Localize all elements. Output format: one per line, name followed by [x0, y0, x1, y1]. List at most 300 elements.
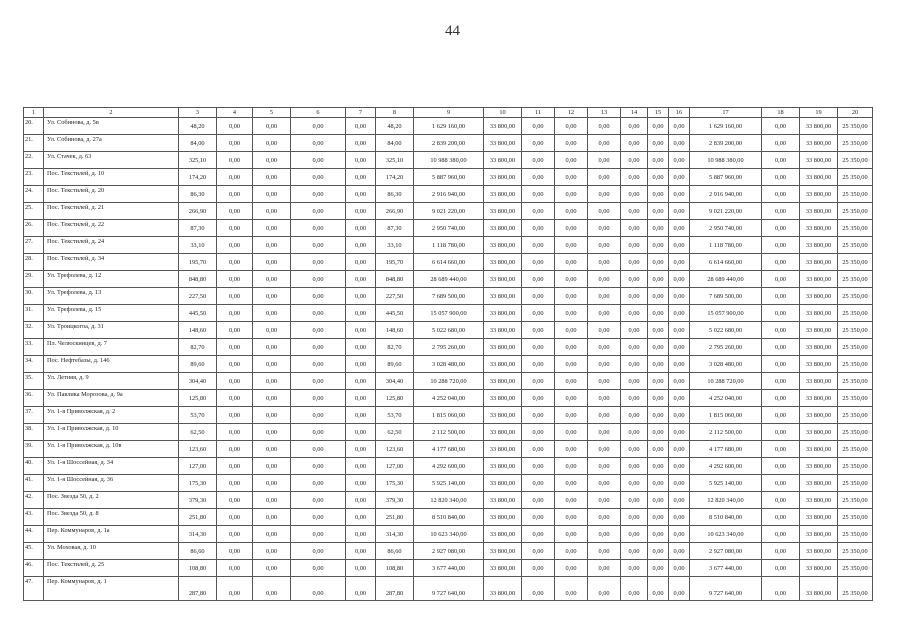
value-cell: 10 988 380,00: [414, 152, 484, 169]
column-number-cell: 17: [690, 108, 762, 118]
value-cell: 25 350,00: [838, 509, 873, 526]
value-cell: 33 800,00: [484, 271, 522, 288]
value-cell: 0,00: [522, 305, 555, 322]
value-cell: 0,00: [522, 577, 555, 601]
column-number-cell: 15: [648, 108, 669, 118]
value-cell: 0,00: [762, 560, 800, 577]
value-cell: 0,00: [669, 441, 690, 458]
address-cell: Пос. Текстилей, д. 24: [44, 237, 179, 254]
value-cell: 0,00: [253, 424, 291, 441]
column-number-cell: 3: [179, 108, 217, 118]
row-number-cell: 46.: [24, 560, 44, 577]
value-cell: 0,00: [253, 373, 291, 390]
value-cell: 0,00: [522, 186, 555, 203]
value-cell: 82,70: [376, 339, 414, 356]
value-cell: 0,00: [669, 220, 690, 237]
value-cell: 0,00: [522, 135, 555, 152]
value-cell: 25 350,00: [838, 152, 873, 169]
column-number-cell: 1: [24, 108, 44, 118]
value-cell: 33 800,00: [800, 288, 838, 305]
value-cell: 0,00: [555, 373, 588, 390]
value-cell: 0,00: [588, 169, 621, 186]
value-cell: 0,00: [555, 135, 588, 152]
value-cell: 33 800,00: [484, 526, 522, 543]
value-cell: 148,60: [179, 322, 217, 339]
value-cell: 0,00: [669, 237, 690, 254]
value-cell: 0,00: [621, 271, 648, 288]
value-cell: 0,00: [555, 271, 588, 288]
value-cell: 0,00: [669, 458, 690, 475]
value-cell: 0,00: [621, 169, 648, 186]
value-cell: 86,60: [376, 543, 414, 560]
row-number-cell: 31.: [24, 305, 44, 322]
value-cell: 379,30: [179, 492, 217, 509]
value-cell: 0,00: [588, 152, 621, 169]
value-cell: 0,00: [253, 169, 291, 186]
value-cell: 0,00: [253, 322, 291, 339]
value-cell: 0,00: [588, 237, 621, 254]
value-cell: 174,20: [376, 169, 414, 186]
value-cell: 0,00: [555, 169, 588, 186]
value-cell: 33 800,00: [484, 118, 522, 135]
value-cell: 108,80: [179, 560, 217, 577]
address-cell: Пос. Нефтебазы, д. 146: [44, 356, 179, 373]
address-cell: Ул. Павлика Морозова, д. 9а: [44, 390, 179, 407]
value-cell: 0,00: [555, 356, 588, 373]
value-cell: 0,00: [555, 577, 588, 601]
value-cell: 33 800,00: [800, 322, 838, 339]
value-cell: 0,00: [621, 407, 648, 424]
column-number-cell: 16: [669, 108, 690, 118]
value-cell: 25 350,00: [838, 220, 873, 237]
value-cell: 5 022 680,00: [414, 322, 484, 339]
value-cell: 4 292 600,00: [414, 458, 484, 475]
value-cell: 0,00: [217, 407, 253, 424]
value-cell: 33 800,00: [484, 203, 522, 220]
value-cell: 0,00: [346, 526, 376, 543]
value-cell: 0,00: [346, 186, 376, 203]
column-number-cell: 9: [414, 108, 484, 118]
table-row: [24, 424, 873, 441]
value-cell: 266,90: [179, 203, 217, 220]
table-row: [24, 305, 873, 322]
value-cell: 25 350,00: [838, 526, 873, 543]
value-cell: 5 925 140,00: [690, 475, 762, 492]
value-cell: 0,00: [648, 339, 669, 356]
value-cell: 1 118 780,00: [690, 237, 762, 254]
value-cell: 0,00: [346, 288, 376, 305]
table-row: [24, 475, 873, 492]
value-cell: 0,00: [346, 220, 376, 237]
value-cell: 0,00: [621, 118, 648, 135]
value-cell: 86,60: [179, 543, 217, 560]
address-cell: Пос. Текстилей, д. 21: [44, 203, 179, 220]
table-row: [24, 560, 873, 577]
value-cell: 0,00: [669, 271, 690, 288]
address-cell: Ул. 1-я Шоссейная, д. 36: [44, 475, 179, 492]
value-cell: 25 350,00: [838, 339, 873, 356]
value-cell: 174,20: [179, 169, 217, 186]
value-cell: 0,00: [669, 407, 690, 424]
value-cell: 0,00: [669, 577, 690, 601]
value-cell: 0,00: [217, 373, 253, 390]
value-cell: 0,00: [291, 322, 346, 339]
value-cell: 0,00: [648, 526, 669, 543]
value-cell: 848,80: [376, 271, 414, 288]
column-number-cell: 14: [621, 108, 648, 118]
value-cell: 0,00: [555, 475, 588, 492]
value-cell: 0,00: [648, 424, 669, 441]
value-cell: 0,00: [762, 169, 800, 186]
row-number-cell: 23.: [24, 169, 44, 186]
value-cell: 0,00: [522, 407, 555, 424]
value-cell: 0,00: [291, 407, 346, 424]
value-cell: 0,00: [588, 458, 621, 475]
row-number-cell: 32.: [24, 322, 44, 339]
value-cell: 0,00: [648, 203, 669, 220]
value-cell: 0,00: [291, 577, 346, 601]
value-cell: 0,00: [762, 339, 800, 356]
address-cell: Пос. Звезда 50, д. 8: [44, 509, 179, 526]
value-cell: 0,00: [555, 407, 588, 424]
value-cell: 33 800,00: [484, 322, 522, 339]
value-cell: 0,00: [669, 492, 690, 509]
value-cell: 33 800,00: [800, 169, 838, 186]
table-row: [24, 220, 873, 237]
value-cell: 0,00: [217, 305, 253, 322]
value-cell: 0,00: [588, 560, 621, 577]
value-cell: 0,00: [291, 458, 346, 475]
address-cell: Ул. Троицкогоа, д. 31: [44, 322, 179, 339]
value-cell: 0,00: [217, 543, 253, 560]
value-cell: 2 950 740,00: [690, 220, 762, 237]
value-cell: 0,00: [217, 254, 253, 271]
value-cell: 0,00: [648, 441, 669, 458]
value-cell: 0,00: [555, 424, 588, 441]
value-cell: 0,00: [621, 220, 648, 237]
value-cell: 33 800,00: [800, 152, 838, 169]
value-cell: 0,00: [522, 492, 555, 509]
value-cell: 0,00: [648, 373, 669, 390]
value-cell: 175,30: [179, 475, 217, 492]
value-cell: 0,00: [555, 186, 588, 203]
value-cell: 0,00: [588, 373, 621, 390]
row-number-cell: 30.: [24, 288, 44, 305]
value-cell: 0,00: [555, 492, 588, 509]
value-cell: 0,00: [291, 560, 346, 577]
value-cell: 0,00: [346, 118, 376, 135]
value-cell: 0,00: [621, 509, 648, 526]
value-cell: 0,00: [346, 135, 376, 152]
address-cell: Ул. Трефолева, д. 12: [44, 271, 179, 288]
value-cell: 25 350,00: [838, 288, 873, 305]
value-cell: 0,00: [291, 526, 346, 543]
value-cell: 0,00: [217, 271, 253, 288]
value-cell: 0,00: [555, 509, 588, 526]
value-cell: 5 887 960,00: [414, 169, 484, 186]
value-cell: 0,00: [762, 203, 800, 220]
row-number-cell: 41.: [24, 475, 44, 492]
value-cell: 0,00: [217, 441, 253, 458]
value-cell: 25 350,00: [838, 458, 873, 475]
value-cell: 8 510 840,00: [690, 509, 762, 526]
address-cell: Ул. Собинова, д. 5в: [44, 118, 179, 135]
value-cell: 0,00: [522, 390, 555, 407]
value-cell: 0,00: [648, 492, 669, 509]
value-cell: 0,00: [762, 220, 800, 237]
value-cell: 0,00: [762, 577, 800, 601]
value-cell: 287,80: [179, 577, 217, 601]
value-cell: 25 350,00: [838, 356, 873, 373]
value-cell: 848,80: [179, 271, 217, 288]
address-cell: Пос. Текстилей, д. 34: [44, 254, 179, 271]
value-cell: 0,00: [648, 288, 669, 305]
value-cell: 25 350,00: [838, 186, 873, 203]
value-cell: 445,50: [376, 305, 414, 322]
value-cell: 251,80: [179, 509, 217, 526]
value-cell: 0,00: [253, 203, 291, 220]
row-number-cell: 34.: [24, 356, 44, 373]
address-cell: Пос. Текстилей, д. 10: [44, 169, 179, 186]
value-cell: 0,00: [253, 577, 291, 601]
value-cell: 0,00: [762, 424, 800, 441]
table-row: [24, 288, 873, 305]
address-cell: Ул. Собинова, д. 27а: [44, 135, 179, 152]
value-cell: 9 727 640,00: [690, 577, 762, 601]
value-cell: 2 839 200,00: [414, 135, 484, 152]
row-number-cell: 38.: [24, 424, 44, 441]
value-cell: 0,00: [217, 458, 253, 475]
value-cell: 48,20: [179, 118, 217, 135]
value-cell: 0,00: [648, 475, 669, 492]
value-cell: 10 288 720,00: [690, 373, 762, 390]
value-cell: 0,00: [522, 271, 555, 288]
value-cell: 0,00: [217, 424, 253, 441]
value-cell: 0,00: [588, 288, 621, 305]
value-cell: 0,00: [346, 492, 376, 509]
value-cell: 0,00: [522, 152, 555, 169]
value-cell: 0,00: [669, 186, 690, 203]
column-number-cell: 19: [800, 108, 838, 118]
table-row: [24, 543, 873, 560]
value-cell: 0,00: [253, 305, 291, 322]
value-cell: 33 800,00: [800, 526, 838, 543]
value-cell: 0,00: [588, 390, 621, 407]
value-cell: 33 800,00: [484, 441, 522, 458]
value-cell: 0,00: [217, 203, 253, 220]
row-number-cell: 39.: [24, 441, 44, 458]
value-cell: 0,00: [522, 322, 555, 339]
value-cell: 0,00: [291, 254, 346, 271]
value-cell: 25 350,00: [838, 203, 873, 220]
value-cell: 2 927 080,00: [690, 543, 762, 560]
value-cell: 0,00: [346, 475, 376, 492]
value-cell: 33 800,00: [800, 407, 838, 424]
value-cell: 25 350,00: [838, 492, 873, 509]
value-cell: 0,00: [621, 441, 648, 458]
value-cell: 1 629 160,00: [414, 118, 484, 135]
value-cell: 0,00: [669, 356, 690, 373]
table-row: [24, 339, 873, 356]
value-cell: 89,60: [376, 356, 414, 373]
value-cell: 0,00: [669, 373, 690, 390]
address-cell: Ул. Летняя, д. 9: [44, 373, 179, 390]
value-cell: 0,00: [588, 271, 621, 288]
value-cell: 0,00: [253, 458, 291, 475]
value-cell: 0,00: [555, 203, 588, 220]
value-cell: 0,00: [555, 220, 588, 237]
value-cell: 0,00: [588, 322, 621, 339]
column-number-cell: 4: [217, 108, 253, 118]
value-cell: 0,00: [217, 339, 253, 356]
value-cell: 0,00: [762, 271, 800, 288]
value-cell: 33 800,00: [484, 356, 522, 373]
value-cell: 33 800,00: [484, 305, 522, 322]
value-cell: 9 727 640,00: [414, 577, 484, 601]
value-cell: 108,80: [376, 560, 414, 577]
value-cell: 10 988 380,00: [690, 152, 762, 169]
column-number-cell: 10: [484, 108, 522, 118]
column-number-cell: 12: [555, 108, 588, 118]
value-cell: 0,00: [621, 390, 648, 407]
table-row: [24, 271, 873, 288]
value-cell: 2 916 940,00: [414, 186, 484, 203]
value-cell: 127,00: [376, 458, 414, 475]
value-cell: 0,00: [253, 407, 291, 424]
value-cell: 0,00: [555, 237, 588, 254]
value-cell: 379,30: [376, 492, 414, 509]
value-cell: 0,00: [648, 407, 669, 424]
value-cell: 0,00: [291, 475, 346, 492]
value-cell: 15 057 900,00: [690, 305, 762, 322]
value-cell: 287,80: [376, 577, 414, 601]
value-cell: 25 350,00: [838, 135, 873, 152]
value-cell: 0,00: [253, 509, 291, 526]
value-cell: 25 350,00: [838, 373, 873, 390]
value-cell: 0,00: [621, 458, 648, 475]
value-cell: 0,00: [346, 322, 376, 339]
value-cell: 0,00: [253, 475, 291, 492]
value-cell: 314,30: [376, 526, 414, 543]
value-cell: 5 022 680,00: [690, 322, 762, 339]
value-cell: 0,00: [621, 424, 648, 441]
value-cell: 25 350,00: [838, 169, 873, 186]
value-cell: 0,00: [588, 577, 621, 601]
value-cell: 0,00: [291, 203, 346, 220]
value-cell: 0,00: [522, 424, 555, 441]
value-cell: 0,00: [555, 152, 588, 169]
value-cell: 0,00: [291, 152, 346, 169]
value-cell: 33 800,00: [800, 543, 838, 560]
value-cell: 53,70: [179, 407, 217, 424]
value-cell: 33 800,00: [484, 543, 522, 560]
value-cell: 0,00: [217, 356, 253, 373]
value-cell: 53,70: [376, 407, 414, 424]
address-cell: Ул. 1-я Шоссейная, д. 34: [44, 458, 179, 475]
header-row: [24, 108, 873, 118]
value-cell: 0,00: [522, 288, 555, 305]
value-cell: 0,00: [346, 407, 376, 424]
value-cell: 0,00: [762, 407, 800, 424]
value-cell: 1 815 060,00: [414, 407, 484, 424]
value-cell: 0,00: [217, 322, 253, 339]
value-cell: 0,00: [588, 135, 621, 152]
value-cell: 0,00: [253, 118, 291, 135]
value-cell: 0,00: [621, 305, 648, 322]
table-row: [24, 526, 873, 543]
table-row: [24, 203, 873, 220]
value-cell: 0,00: [522, 254, 555, 271]
value-cell: 0,00: [621, 203, 648, 220]
value-cell: 0,00: [588, 441, 621, 458]
value-cell: 0,00: [253, 254, 291, 271]
value-cell: 0,00: [217, 577, 253, 601]
row-number-cell: 33.: [24, 339, 44, 356]
value-cell: 0,00: [588, 509, 621, 526]
value-cell: 25 350,00: [838, 118, 873, 135]
value-cell: 33 800,00: [800, 305, 838, 322]
value-cell: 4 252 040,00: [690, 390, 762, 407]
value-cell: 0,00: [762, 135, 800, 152]
value-cell: 0,00: [648, 135, 669, 152]
value-cell: 195,70: [179, 254, 217, 271]
value-cell: 0,00: [762, 152, 800, 169]
value-cell: 0,00: [291, 492, 346, 509]
value-cell: 251,80: [376, 509, 414, 526]
value-cell: 33 800,00: [484, 509, 522, 526]
value-cell: 0,00: [253, 135, 291, 152]
value-cell: 4 177 680,00: [690, 441, 762, 458]
value-cell: 0,00: [346, 543, 376, 560]
value-cell: 0,00: [648, 254, 669, 271]
value-cell: 0,00: [762, 237, 800, 254]
value-cell: 25 350,00: [838, 390, 873, 407]
value-cell: 0,00: [253, 356, 291, 373]
value-cell: 0,00: [346, 356, 376, 373]
value-cell: 0,00: [669, 543, 690, 560]
row-number-cell: 24.: [24, 186, 44, 203]
value-cell: 0,00: [346, 373, 376, 390]
value-cell: 0,00: [522, 220, 555, 237]
value-cell: 0,00: [588, 543, 621, 560]
value-cell: 84,00: [179, 135, 217, 152]
value-cell: 0,00: [762, 322, 800, 339]
value-cell: 0,00: [522, 475, 555, 492]
value-cell: 0,00: [555, 305, 588, 322]
value-cell: 33 800,00: [484, 169, 522, 186]
value-cell: 25 350,00: [838, 271, 873, 288]
value-cell: 4 177 680,00: [414, 441, 484, 458]
value-cell: 0,00: [588, 254, 621, 271]
value-cell: 6 614 660,00: [690, 254, 762, 271]
row-number-cell: 40.: [24, 458, 44, 475]
value-cell: 0,00: [217, 135, 253, 152]
value-cell: 0,00: [648, 509, 669, 526]
value-cell: 0,00: [621, 492, 648, 509]
value-cell: 33 800,00: [800, 220, 838, 237]
row-number-cell: 37.: [24, 407, 44, 424]
value-cell: 25 350,00: [838, 407, 873, 424]
value-cell: 0,00: [648, 237, 669, 254]
value-cell: 0,00: [621, 475, 648, 492]
value-cell: 0,00: [588, 424, 621, 441]
table-row: [24, 186, 873, 203]
value-cell: 0,00: [648, 458, 669, 475]
value-cell: 0,00: [522, 560, 555, 577]
table-row: [24, 152, 873, 169]
value-cell: 0,00: [762, 373, 800, 390]
value-cell: 0,00: [669, 135, 690, 152]
